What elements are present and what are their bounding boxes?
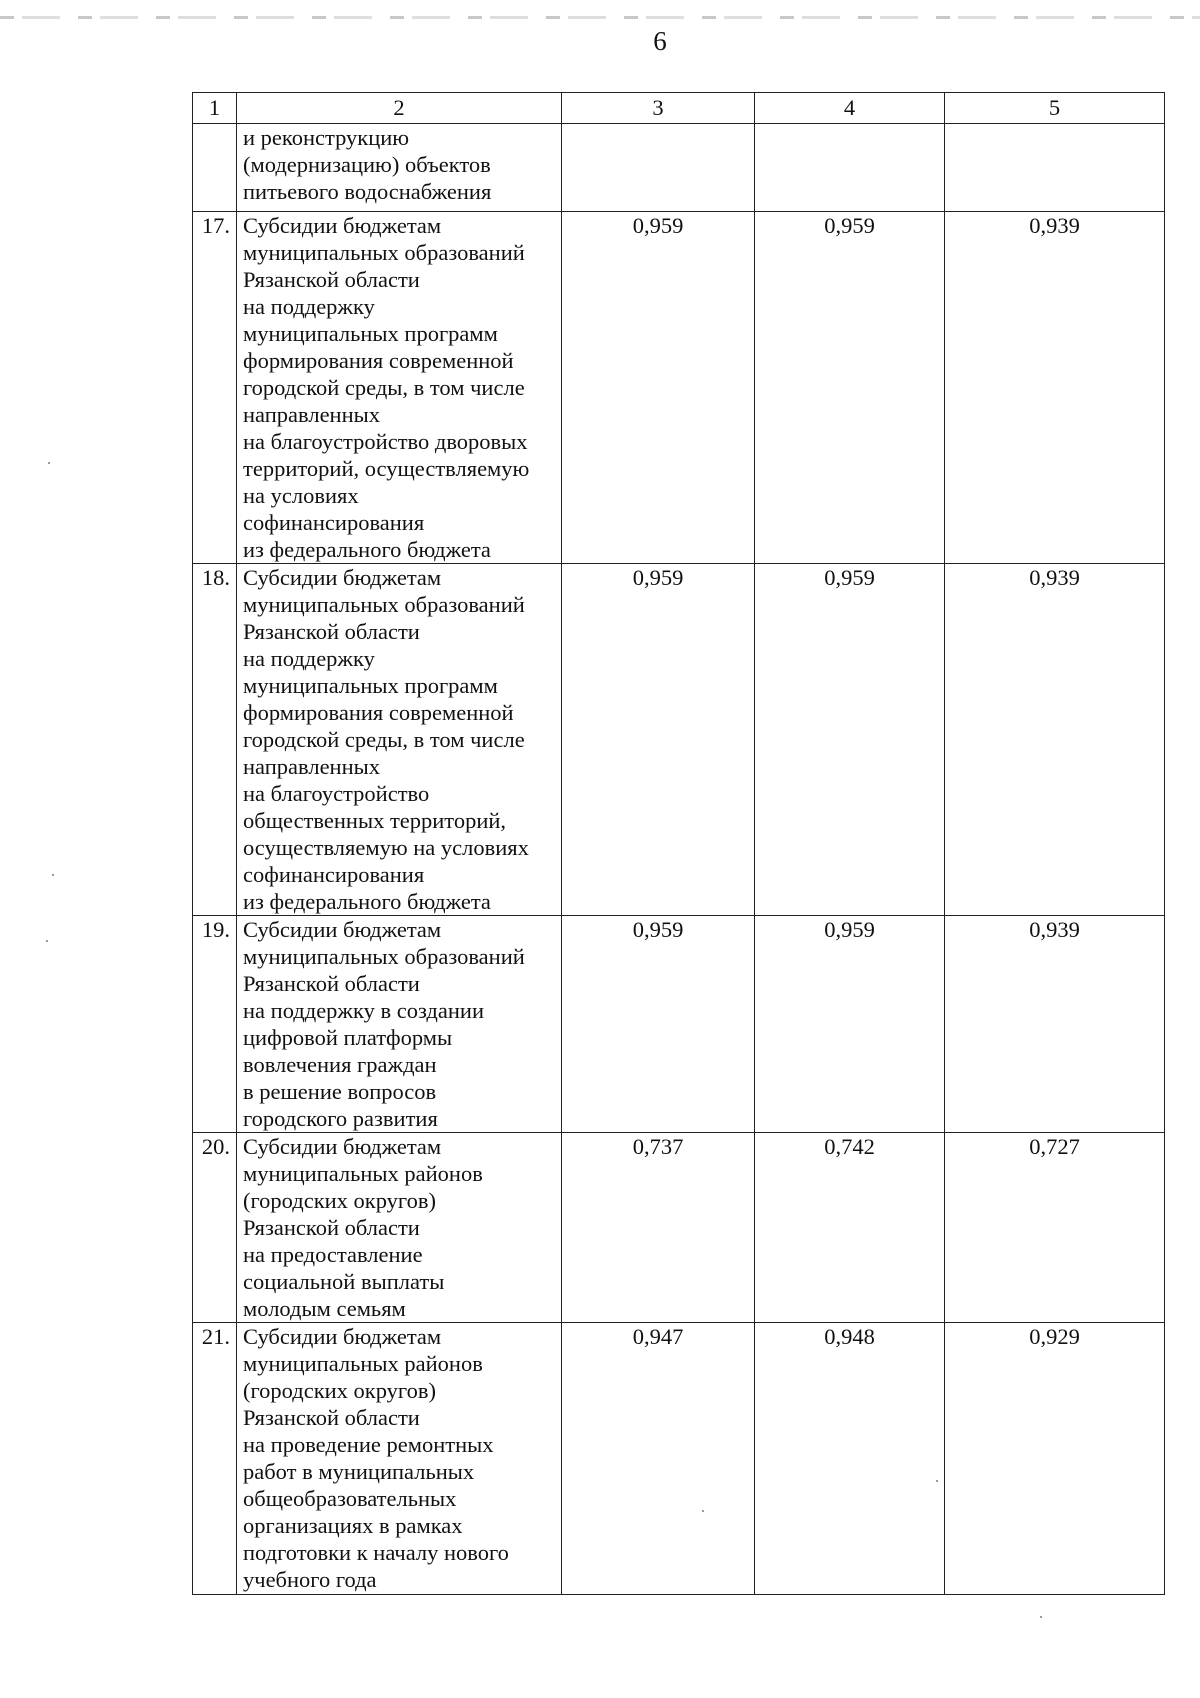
table-row bbox=[193, 212, 1165, 564]
row-value-col4: 0,948 bbox=[755, 1323, 945, 1595]
row-value-col3: 0,959 bbox=[562, 916, 755, 1133]
column-header: 3 bbox=[562, 93, 755, 124]
table-row bbox=[193, 916, 1165, 1133]
row-value-col4: 0,959 bbox=[755, 212, 945, 564]
row-value-col3 bbox=[562, 124, 755, 212]
row-value-col4: 0,959 bbox=[755, 916, 945, 1133]
row-value-col5 bbox=[945, 124, 1165, 212]
row-value-col3: 0,959 bbox=[562, 212, 755, 564]
row-value-col5: 0,939 bbox=[945, 564, 1165, 916]
table-row bbox=[193, 124, 1165, 212]
table-row bbox=[193, 564, 1165, 916]
row-value-col4: 0,959 bbox=[755, 564, 945, 916]
row-number: 21. bbox=[193, 1323, 237, 1595]
table-row bbox=[193, 1323, 1165, 1595]
table-row bbox=[193, 1133, 1165, 1323]
table-header-row bbox=[193, 93, 1165, 124]
page-number: 6 bbox=[653, 26, 667, 56]
row-value-col3: 0,737 bbox=[562, 1133, 755, 1323]
row-description: Субсидии бюджетам муниципальных образований Рязанской области на поддержку в создании цифровой платформы вовлечения граждан в решение вопросов городского развития bbox=[237, 916, 562, 1133]
row-value-col3: 0,947 bbox=[562, 1323, 755, 1595]
scan-speck bbox=[48, 462, 50, 464]
row-value-col4: 0,742 bbox=[755, 1133, 945, 1323]
row-value-col5: 0,939 bbox=[945, 212, 1165, 564]
row-value-col4 bbox=[755, 124, 945, 212]
row-number bbox=[193, 124, 237, 212]
column-header: 1 bbox=[193, 93, 237, 124]
scan-speck bbox=[1040, 1616, 1042, 1618]
row-value-col5: 0,939 bbox=[945, 916, 1165, 1133]
row-description: Субсидии бюджетам муниципальных образований Рязанской области на поддержку муниципальных программ формирования современной городской среды, в том числе направленных на благоустройство общественных территорий, осуществляемую на условиях софинансирования из федерального бюджета bbox=[237, 564, 562, 916]
column-header: 2 bbox=[237, 93, 562, 124]
row-value-col5: 0,929 bbox=[945, 1323, 1165, 1595]
row-value-col3: 0,959 bbox=[562, 564, 755, 916]
scan-speck bbox=[46, 940, 48, 942]
row-number: 17. bbox=[193, 212, 237, 564]
row-number: 19. bbox=[193, 916, 237, 1133]
row-description: Субсидии бюджетам муниципальных районов (городских округов) Рязанской области на предоставление социальной выплаты молодым семьям bbox=[237, 1133, 562, 1323]
row-description: Субсидии бюджетам муниципальных районов (городских округов) Рязанской области на проведение ремонтных работ в муниципальных общеобразовательных организациях в рамках подготовки к началу нового учебного года bbox=[237, 1323, 562, 1595]
scan-speck bbox=[52, 874, 54, 876]
column-header: 5 bbox=[945, 93, 1165, 124]
scan-artifact-line bbox=[0, 16, 1200, 19]
row-number: 20. bbox=[193, 1133, 237, 1323]
row-description: Субсидии бюджетам муниципальных образований Рязанской области на поддержку муниципальных программ формирования современной городской среды, в том числе направленных на благоустройство дворовых территорий, осуществляемую на условиях софинансирования из федерального бюджета bbox=[237, 212, 562, 564]
row-value-col5: 0,727 bbox=[945, 1133, 1165, 1323]
subsidy-coefficients-table bbox=[192, 92, 1165, 1595]
row-description: и реконструкцию (модернизацию) объектов питьевого водоснабжения bbox=[237, 124, 562, 212]
row-number: 18. bbox=[193, 564, 237, 916]
column-header: 4 bbox=[755, 93, 945, 124]
